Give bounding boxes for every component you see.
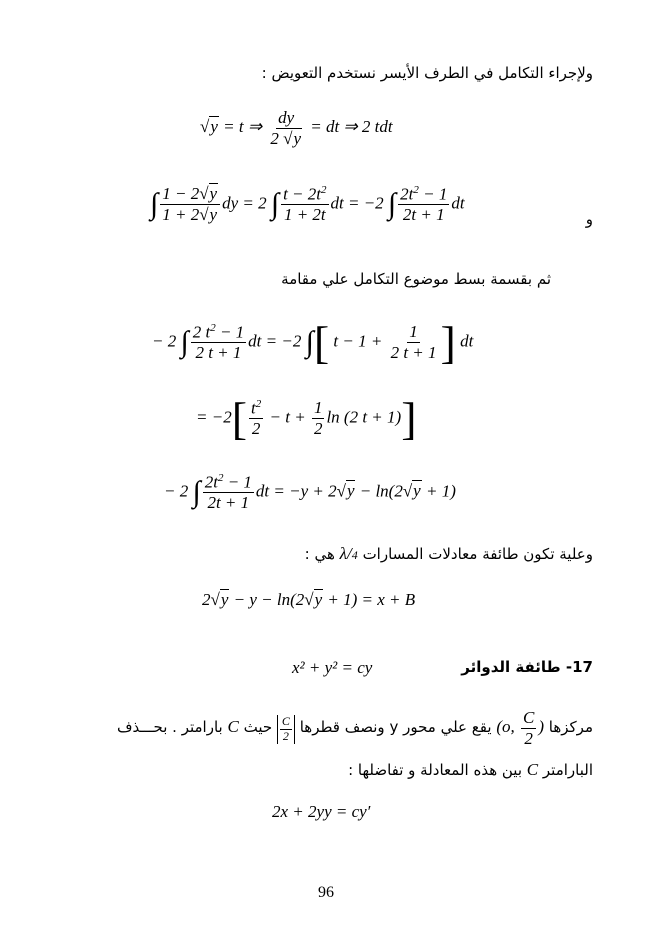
intro-line: ولإجراء التكامل في الطرف الأيسر نستخدم التعويض : [261, 64, 593, 82]
integral-equation-4: − 2 ∫ $\frac{2t^2 - 1}{2t + 1}$ dt = −y + 2√y − ln(2√y + 1) [164, 472, 456, 513]
paragraph-line-2: البارامتر C بين هذه المعادلة و تفاضلها : [348, 760, 593, 779]
integral-equation-1: ∫ $\frac{1 - 2√y}{1 + 2√y}$ dy = 2 ∫ $\frac{t - 2t^2}{1 + 2t}$ dt = −2 ∫ $\frac{2t^2 - 1}{2t + 1}$ dt [150, 184, 465, 225]
trajectories-line: وعلية تكون طائفة معادلات المسارات λ/4 هي : [304, 544, 593, 563]
page-number: 96 [318, 884, 334, 901]
section-number: 17- [565, 658, 593, 676]
section-title: طائفة الدوائر [461, 658, 561, 676]
final-equation: 2√y − y − ln(2√y + 1) = x + B [202, 590, 416, 609]
derivative-equation: 2x + 2yy = cy′ [272, 802, 371, 821]
lambda-symbol: λ [339, 544, 348, 563]
section-heading [461, 658, 593, 676]
integral-equation-2: − 2 ∫ $\frac{2 t^2 - 1}{2 t + 1}$ dt = −2 ∫[ t − 1 + $\frac{1}{2 t + 1}$ ] dt [152, 317, 474, 368]
substitution-equation: √y = t ⇒ $\frac{dy}{2 √y}$ = dt ⇒ 2 tdt [200, 108, 393, 148]
paragraph-line-1: مركزها (o, $\frac{C}{2}$ ) يقع علي محور y ونصف قطرها $\frac{C}{2}$ حيث C بارامتر . بحـــذف [116, 708, 593, 748]
integral-equation-3: = −2[ $\frac{t^2}{2}$ − t + $\frac{1}{2}$ ln (2 t + 1)] [196, 393, 417, 444]
division-line: ثم بقسمة بسط موضوع التكامل علي مقامة [281, 270, 551, 288]
conjunction-waw: و [585, 210, 593, 228]
four-subscript: 4 [351, 548, 358, 562]
circle-equation: x² + y² = cy [292, 658, 373, 677]
